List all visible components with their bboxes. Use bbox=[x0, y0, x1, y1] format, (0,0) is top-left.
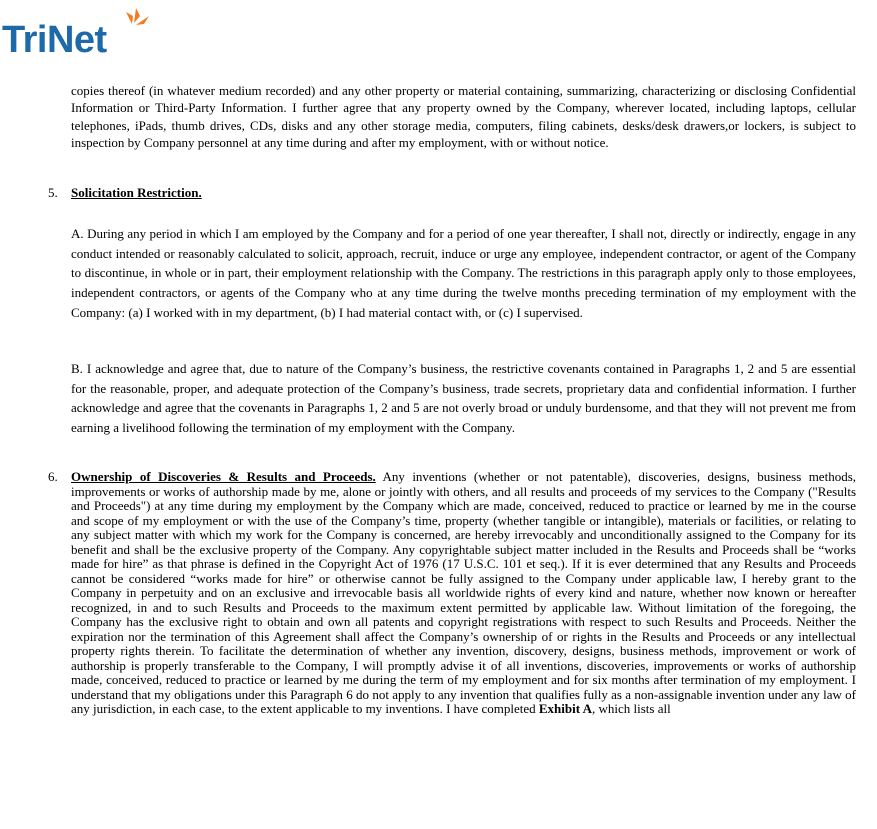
paragraph-continuation: copies thereof (in whatever medium recorded) and any other property or material containing, summarizing, characterizing or disclosing Confidential Information or Third-Party Information. I further agree that any property owned by the Company, wherever located, including laptops, cellular telephones, iPads, thumb drives, CDs, disks and any other storage media, computers, filing cabinets, desks/desk drawers,or lockers, is subject to inspection by Company personnel at any time during and after my employment, with or without notice. bbox=[71, 83, 856, 151]
trinet-logo bbox=[2, 4, 152, 64]
section-6-number: 6. bbox=[48, 469, 58, 484]
section-6-heading: Ownership of Discoveries & Results and Proceeds. bbox=[71, 469, 376, 484]
section-5-number: 5. bbox=[48, 185, 58, 200]
logo-wordmark: TriNet bbox=[2, 19, 107, 61]
section-5-paragraph-b: B. I acknowledge and agree that, due to nature of the Company’s business, the restrictive covenants contained in Paragraphs 1, 2 and 5 are essential for the reasonable, proper, and adequate protection of the Company’s business, trade secrets, proprietary data and confidential information. I further acknowledge and agree that the covenants in Paragraphs 1, 2 and 5 are not overly broad or unduly burdensome, and that they will not prevent me from earning a livelihood following the termination of my employment with the Company. bbox=[71, 361, 856, 436]
logo-spark-icon bbox=[118, 4, 152, 40]
section-5-heading: Solicitation Restriction. bbox=[71, 185, 202, 200]
section-6-tail: , which lists all bbox=[591, 701, 671, 716]
exhibit-a-reference: Exhibit A bbox=[538, 701, 592, 716]
section-5-paragraph-a: A. During any period in which I am employed by the Company and for a period of one year thereafter, I shall not, directly or indirectly, engage in any conduct intended or reasonably calculated to solicit, approach, recruit, induce or urge any employee, independent contractor, or agent of the Company to discontinue, in whole or in part, their employment relationship with the Company. The restrictions in this paragraph apply only to those employees, independent contractors, or agents of the Company who at any time during the twelve months preceding termination of my employment with the Company: (a) I worked with in my department, (b) I had material contact with, or (c) I supervised. bbox=[71, 226, 856, 320]
section-6-paragraph bbox=[71, 470, 856, 717]
section-6-text: Any inventions (whether or not patentable), discoveries, designs, business methods, improvements or works of authorship made by me, alone or jointly with others, and all results and proceeds of my services to the Company ("Results and Proceeds") at any time during my employment by the Company which are made, conceived, reduced to practice or learned by me in the course and scope of my employment or with the use of the Company’s time, property (whether tangible or intangible), materials or facilities, or relating to any subject matter with which my work for the Company is concerned, are hereby irrevocably and unconditionally assigned to the Company for its benefit and shall be the exclusive property of the Company. Any copyrightable subject matter included in the Results and Proceeds shall be “works made for hire” as that phrase is defined in the Copyright Act of 1976 (17 U.S.C. 101 et seq.). If it is ever determined that any Results and Proceeds cannot be considered “works made for hire” or otherwise cannot be fully assigned to the Company under applicable law, I hereby grant to the Company in perpetuity and on an exclusive and irrevocable basis all worldwide rights of every kind and nature, whether now known or hereafter recognized, in and to such Results and Proceeds to the maximum extent permitted by applicable law. Without limitation of the foregoing, the Company has the exclusive right to obtain and own all patents and copyright registrations with respect to such Results and Proceeds. Neither the expiration nor the termination of this Agreement shall affect the Company’s ownership of or rights in the Results and Proceeds or any intellectual property rights therein. To facilitate the determination of whether any invention, discovery, designs, business methods, improvement or work of authorship is properly transferable to the Company, I will promptly advise it of all inventions, discoveries, improvements or works of authorship made, conceived, reduced to practice or learned by me during the term of my employment and for six months after termination of my employment. I understand that my obligations under this Paragraph 6 do not apply to any invention that qualifies fully as a non-assignable invention under any law of any jurisdiction, in each case, to the extent applicable to my inventions. I have completed bbox=[71, 469, 857, 716]
